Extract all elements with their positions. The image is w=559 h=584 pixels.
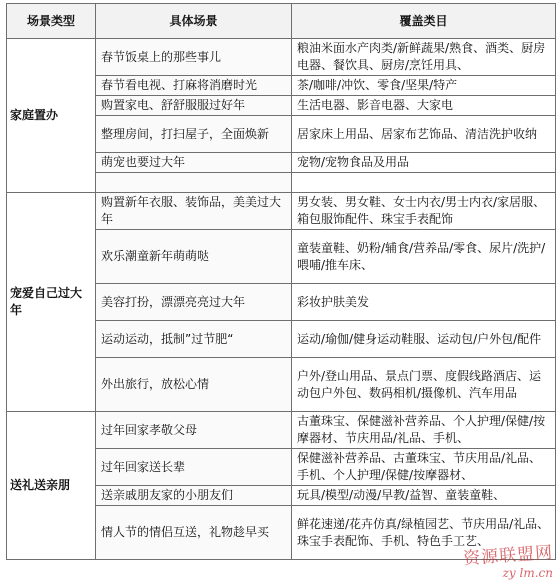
coverage-cell: 鲜花速递/花卉仿真/绿植园艺、节庆用品/礼品、珠宝手表配饰、手机、特色手工艺、 (292, 506, 556, 560)
scene-cell: 情人节的情侣互送，礼物趁早买 (96, 506, 292, 560)
scene-cell: 外出旅行，放松心情 (96, 358, 292, 412)
coverage-cell: 保健滋补营养品、古董珠宝、节庆用品/礼品、手机、个人护理/保健/按摩器材、 (292, 449, 556, 486)
coverage-cell: 运动/瑜伽/健身运动鞋服、运动包/户外包/配件 (292, 321, 556, 358)
coverage-cell: 玩具/模型/动漫/早教/益智、童装童鞋、 (292, 486, 556, 506)
shopping-scenes-table (6, 3, 556, 560)
table-header-row (7, 4, 556, 39)
scene-cell-empty (96, 173, 292, 193)
coverage-cell: 居家床上用品、居家布艺饰品、清洁洗护收纳 (292, 116, 556, 153)
scene-type-cell: 家庭置办 (7, 39, 96, 193)
coverage-cell: 生活电器、影音电器、大家电 (292, 96, 556, 116)
coverage-cell: 粮油米面水产肉类/新鲜蔬果/熟食、酒类、厨房电器、餐饮具、厨房/烹饪用具、 (292, 39, 556, 76)
watermark-url: zy lm.cn (502, 566, 553, 580)
coverage-cell: 户外/登山用品、景点门票、度假线路酒店、运动包户外包、数码相机/摄像机、汽车用品 (292, 358, 556, 412)
table-row (7, 412, 556, 449)
site-watermark (463, 541, 553, 580)
coverage-cell: 男女装、男女鞋、女士内衣/男士内衣/家居服、箱包服饰配件、珠宝手表配饰 (292, 193, 556, 230)
coverage-cell: 茶/咖啡/冲饮、零食/坚果/特产 (292, 76, 556, 96)
header-scene-type: 场景类型 (7, 4, 96, 39)
scene-cell: 运动运动，抵制”过节肥“ (96, 321, 292, 358)
table-row (7, 193, 556, 230)
scene-type-cell: 送礼送亲朋 (7, 412, 96, 560)
coverage-cell-empty (292, 173, 556, 193)
scene-cell: 整理房间，打扫屋子，全面焕新 (96, 116, 292, 153)
scene-cell: 过年回家孝敬父母 (96, 412, 292, 449)
header-specific-scene: 具体场景 (96, 4, 292, 39)
coverage-cell: 宠物/宠物食品及用品 (292, 153, 556, 173)
table-row (7, 39, 556, 76)
scene-cell: 送亲戚朋友家的小朋友们 (96, 486, 292, 506)
coverage-cell: 古董珠宝、保健滋补营养品、个人护理/保健/按摩器材、节庆用品/礼品、手机、 (292, 412, 556, 449)
header-coverage-category: 覆盖类目 (292, 4, 556, 39)
coverage-cell: 彩妆护肤美发 (292, 284, 556, 321)
scene-cell: 购置家电、舒舒服服过好年 (96, 96, 292, 116)
coverage-cell: 童装童鞋、奶粉/辅食/营养品/零食、尿片/洗护/喂哺/推车床、 (292, 230, 556, 284)
scene-cell: 春节饭桌上的那些事儿 (96, 39, 292, 76)
scene-cell: 欢乐潮童新年萌萌哒 (96, 230, 292, 284)
scene-cell: 春节看电视、打麻将消磨时光 (96, 76, 292, 96)
table-container (6, 3, 555, 560)
watermark-text: 资源联盟网 (462, 542, 554, 570)
scene-cell: 购置新年衣服、装饰品，美美过大年 (96, 193, 292, 230)
scene-type-cell: 宠爱自己过大年 (7, 193, 96, 412)
scene-cell: 过年回家送长辈 (96, 449, 292, 486)
scene-cell: 萌宠也要过大年 (96, 153, 292, 173)
scene-cell: 美容打扮，漂漂亮亮过大年 (96, 284, 292, 321)
